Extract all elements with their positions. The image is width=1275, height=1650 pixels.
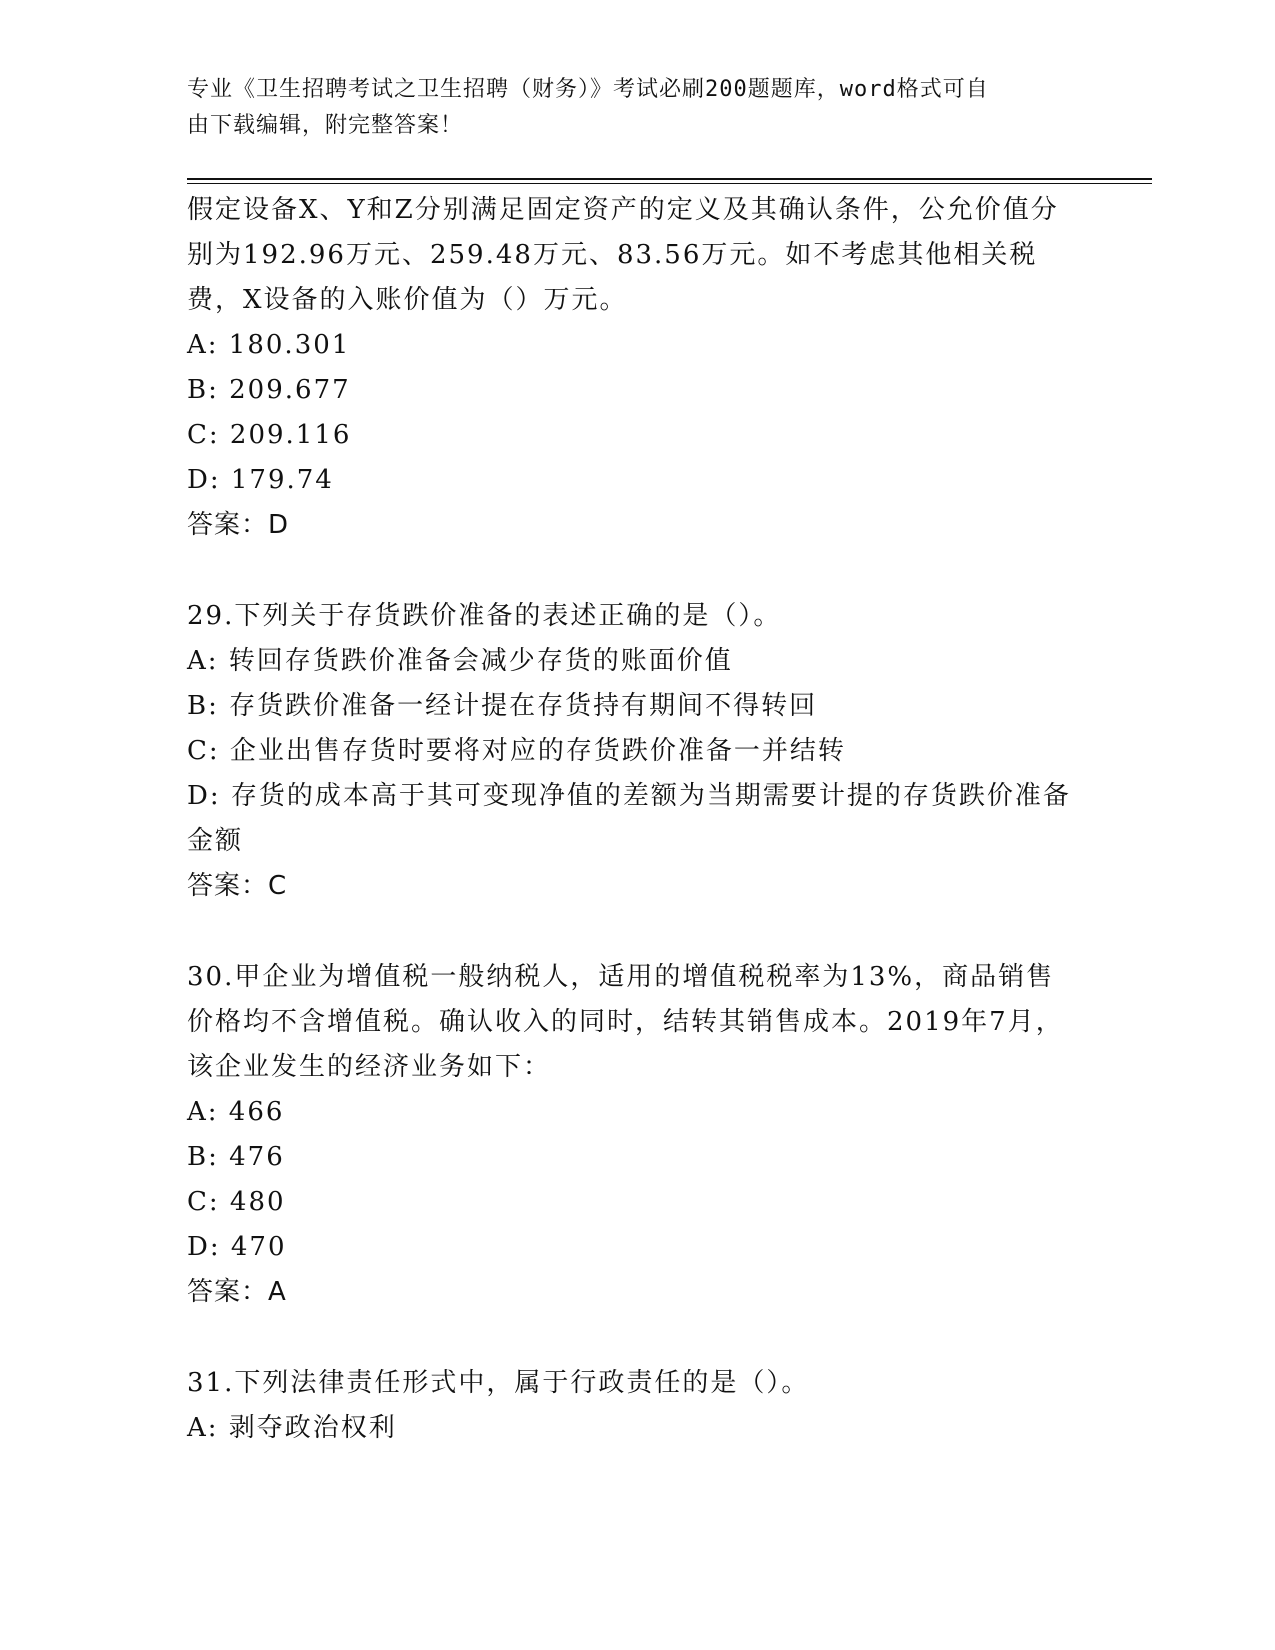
- option-a: A: 剥夺政治权利: [187, 1413, 397, 1443]
- question-text: 31.下列法律责任形式中，属于行政责任的是（）。: [187, 1368, 810, 1398]
- header-line-1: 专业《卫生招聘考试之卫生招聘（财务）》考试必刷200题题库，word格式可自: [187, 77, 989, 102]
- question-list: [187, 188, 1077, 1451]
- option-d: D: 470: [187, 1232, 287, 1262]
- option-a: A: 转回存货跌价准备会减少存货的账面价值: [187, 646, 733, 676]
- option-c: C: 企业出售存货时要将对应的存货跌价准备一并结转: [187, 736, 846, 766]
- header-rule-thin: [187, 183, 1152, 184]
- question-text: 30.甲企业为增值税一般纳税人，适用的增值税税率为13%，商品销售价格均不含增值税。确认收入的同时，结转其销售成本。2019年7月，该企业发生的经济业务如下：: [187, 962, 1064, 1082]
- option-c: C: 209.116: [187, 420, 352, 450]
- question-29: [187, 594, 1077, 909]
- option-c: C: 480: [187, 1187, 286, 1217]
- option-d: D: 存货的成本高于其可变现净值的差额为当期需要计提的存货跌价准备金额: [187, 781, 1071, 856]
- option-a: A: 180.301: [187, 330, 351, 360]
- option-b: B: 存货跌价准备一经计提在存货持有期间不得转回: [187, 691, 818, 721]
- option-a: A: 466: [187, 1097, 285, 1127]
- header-rule-thick: [187, 178, 1152, 180]
- option-b: B: 209.677: [187, 375, 351, 405]
- question-text: 假定设备X、Y和Z分别满足固定资产的定义及其确认条件，公允价值分别为192.96万元、259.48万元、83.56万元。如不考虑其他相关税费，X设备的入账价值为（）万元。: [187, 195, 1059, 315]
- option-b: B: 476: [187, 1142, 285, 1172]
- answer: 答案：A: [187, 1277, 287, 1307]
- question-text: 29.下列关于存货跌价准备的表述正确的是（）。: [187, 601, 782, 631]
- option-d: D: 179.74: [187, 465, 334, 495]
- question-31: [187, 1361, 1077, 1451]
- header-line-2: 由下载编辑，附完整答案！: [187, 113, 464, 138]
- answer: 答案：D: [187, 510, 290, 540]
- question-28: [187, 188, 1077, 548]
- question-30: [187, 955, 1077, 1315]
- answer: 答案：C: [187, 871, 288, 901]
- document-header: [187, 72, 1067, 144]
